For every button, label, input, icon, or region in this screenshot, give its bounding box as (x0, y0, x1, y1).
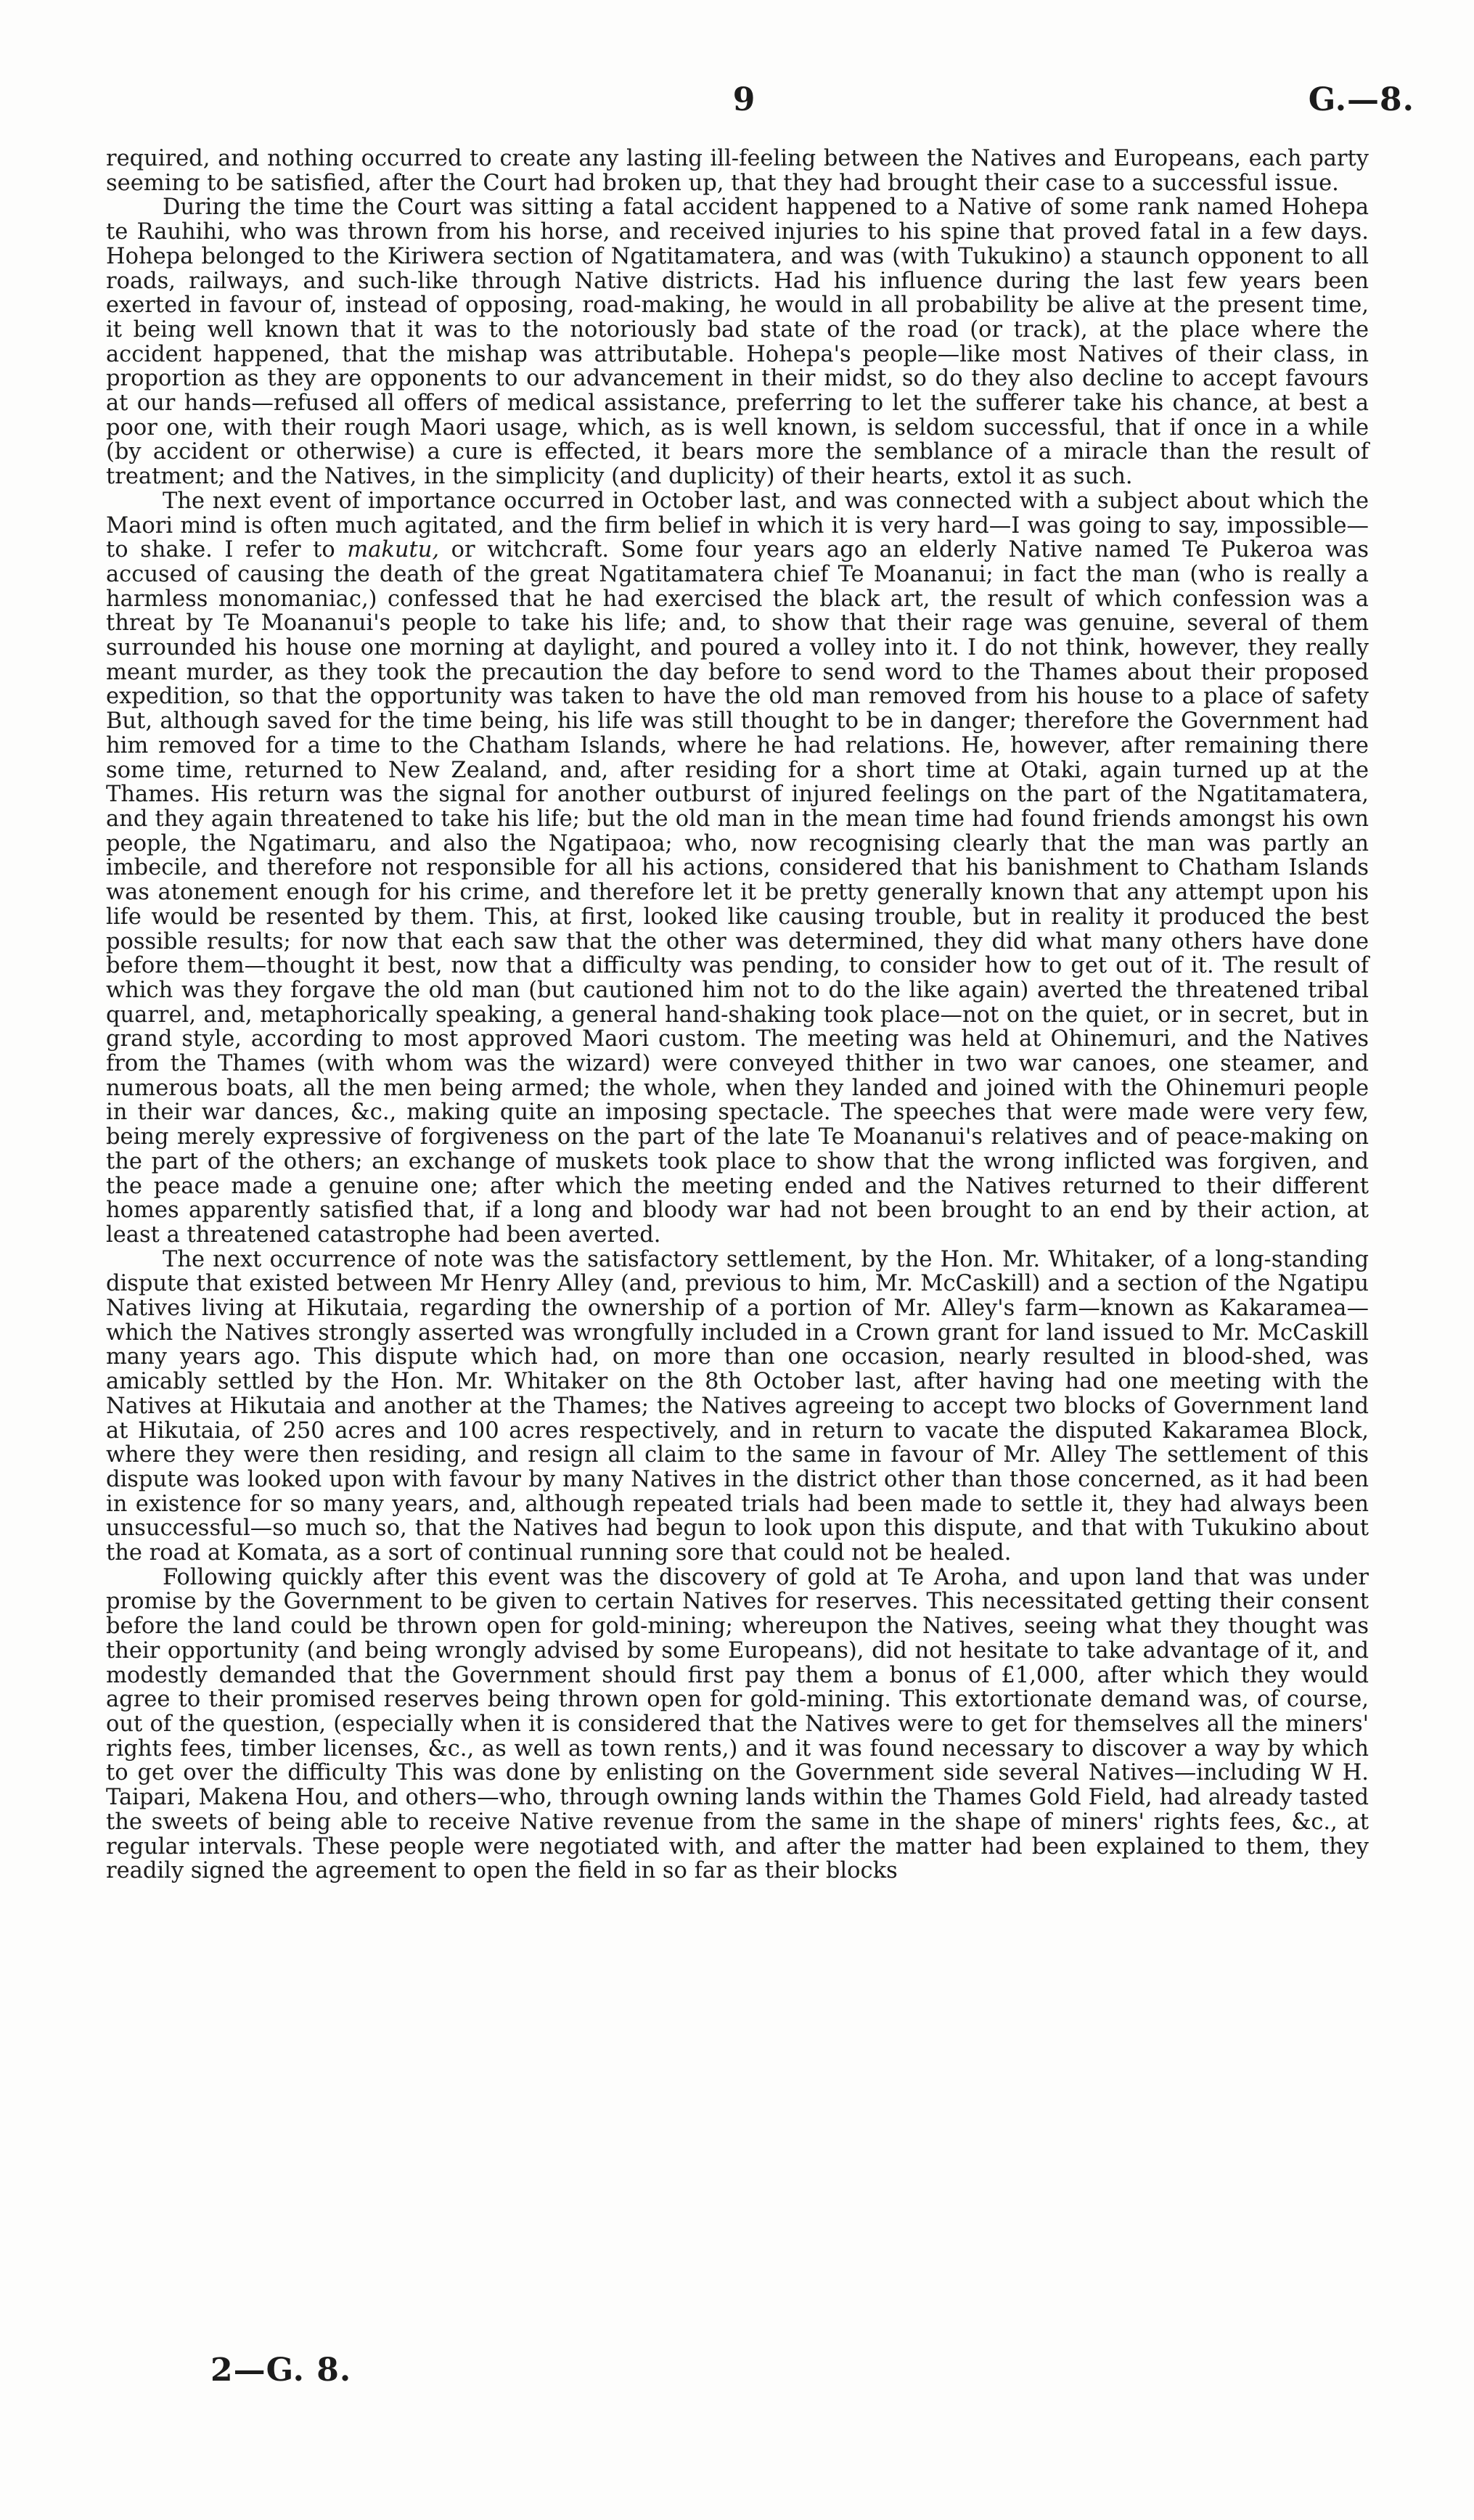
paragraph-makutu-intro: The next event of importance occurred in October last, and was connected with a subject about which the Maori mind is often much agitated, and the firm belief in which it is very hard—I was going to say, impossible—to shake. I refer to (106, 488, 1369, 563)
paragraph-te-aroha-gold: Following quickly after this event was the discovery of gold at Te Aroha, and upon land that was under promise by the Government to be given to certain Natives for reserves. This necessitated getting their consent before the land could be thrown open for gold-mining; whereupon the Natives, seeing what they thought was their opportunity (and being wrongly advised by some Europeans), did not hesitate to take advantage of it, and modestly demanded that the Government should first pay them a bonus of £1,000, after which they would agree to their promised reserves being thrown open for gold-mining. This extortionate demand was, of course, out of the question, (especially when it is considered that the Natives were to get for themselves all the miners' rights fees, timber licenses, &c., as well as town rents,) and it was found necessary to discover a way by which to get over the difficulty This was done by enlisting on the Government side several Natives—including W H. Taipari, Makena Hou, and others—who, through owning lands within the Thames Gold Field, had already tasted the sweets of being able to receive Native revenue from the same in the shape of miners' rights fees, &c., at regular intervals. These people were negotiated with, and after the matter had been explained to them, they readily signed the agreement to open the field in so far as their blocks (106, 1564, 1369, 1884)
paragraph-makutu-body: or witchcraft. Some four years ago an elderly Native named Te Pukeroa was accused of causing the death of the great Ngatitamatera chief Te Moananui; in fact the man (who is really a harmless monomaniac,) confessed that he had exercised the black art, the result of which confession was a threat by Te Moananui's people to take his life; and, to show that their rage was genuine, several of them surrounded his house one morning at daylight, and poured a volley into it. I do not think, however, they really meant murder, as they took the precaution the day before to send word to the Thames about their proposed expedition, so that the opportunity was taken to have the old man removed from his house to a place of safety But, although saved for the time being, his life was still thought to be in danger; therefore the Government had him removed for a time to the Chatham Islands, where he had relations. He, however, after remaining there some time, returned to New Zealand, and, after residing for a short time at Otaki, again turned up at the Thames. His return was the signal for another outburst of injured feelings on the part of the Ngatitamatera, and they again threatened to take his life; but the old man in the mean time had found friends amongst his own people, the Ngatimaru, and also the Ngatipaoa; who, now recognising clearly that the man was partly an imbecile, and therefore not responsible for all his actions, considered that his banishment to Chatham Islands was atonement enough for his crime, and therefore let it be pretty generally known that any attempt upon his life would be resented by them. This, at first, looked like causing trouble, but in reality it produced the best possible results; for now that each saw that the other was determined, they did what many others have done before them—thought it best, now that a difficulty was pending, to consider how to get out of it. The result of which was they forgave the old man (but cautioned him not to do the like again) averted the threatened tribal quarrel, and, metaphorically speaking, a general hand-shaking took place—not on the quiet, or in secret, but in grand style, according to most approved Maori custom. The meeting was held at Ohinemuri, and the Natives from the Thames (with whom was the wizard) were conveyed thither in two war canoes, one steamer, and numerous boats, all the men being armed; the whole, when they landed and joined with the Ohinemuri people in their war dances, &c., making quite an imposing spectacle. The speeches that were made were very few, being merely expressive of forgiveness on the part of the late Te Moananui's relatives and of peace-making on the part of the others; an exchange of muskets took place to show that the wrong inflicted was forgiven, and the peace made a genuine one; after which the meeting ended and the Natives returned to their different homes apparently satisfied that, if a long and bloody war had not been brought to an end by their action, at least a threatened catastrophe had been averted. (106, 537, 1369, 1248)
body-text (106, 147, 1369, 1883)
paragraph-hohepa-accident: During the time the Court was sitting a fatal accident happened to a Native of some rank named Hohepa te Rauhihi, who was thrown from his horse, and received injuries to his spine that proved fatal in a few days. Hohepa belonged to the Kiriwera section of Ngatitamatera, and was (with Tukukino) a staunch opponent to all roads, railways, and such-like through Native districts. Had his influence during the last few years been exerted in favour of, instead of opposing, road-making, he would in all probability be alive at the present time, it being well known that it was to the notoriously bad state of the road (or track), at the place where the accident happened, that the mishap was attributable. Hohepa's people—like most Natives of their class, in proportion as they are opponents to our advancement in their midst, so do they also decline to accept favours at our hands—refused all offers of medical assistance, preferring to let the sufferer take his chance, at best a poor one, with their rough Maori usage, which, as is well known, is seldom successful, that if once in a while (by accident or otherwise) a cure is effected, it bears more the semblance of a miracle than the result of treatment; and the Natives, in the simplicity (and duplicity) of their hearts, extol it as such. (106, 195, 1369, 490)
document-reference: G.—8. (1308, 81, 1414, 118)
page-number: 9 (732, 81, 756, 118)
paragraph-continuation: required, and nothing occurred to create any lasting ill-feeling between the Natives and Europeans, each party seeming to be satisfied, after the Court had broken up, that they had brought their case to a successful issue. (106, 146, 1369, 196)
paragraph-kakaramea-dispute: The next occurrence of note was the satisfactory settlement, by the Hon. Mr. Whitaker, of a long-standing dispute that existed between Mr Henry Alley (and, previous to him, Mr. McCaskill) and a section of the Ngatipu Natives living at Hikutaia, regarding the ownership of a portion of Mr. Alley's farm—known as Kakaramea—which the Natives strongly asserted was wrongfully included in a Crown grant for land issued to Mr. McCaskill many years ago. This dispute which had, on more than one occasion, nearly resulted in blood-shed, was amicably settled by the Hon. Mr. Whitaker on the 8th October last, after having had one meeting with the Natives at Hikutaia and another at the Thames; the Natives agreeing to accept two blocks of Government land at Hikutaia, of 250 acres and 100 acres respectively, and in return to vacate the disputed Kakaramea Block, where they were then residing, and resign all claim to the same in favour of Mr. Alley The settlement of this dispute was looked upon with favour by many Natives in the district other than those concerned, as it had been in existence for so many years, and, although repeated trials had been made to settle it, they had always been unsuccessful—so much so, that the Natives had begun to look upon this dispute, and that with Tukukino about the road at Komata, as a sort of continual running sore that could not be healed. (106, 1246, 1369, 1566)
footer-signature-ref: 2—G. 8. (210, 2352, 352, 2389)
paragraph-makutu (106, 489, 1369, 1248)
makutu-term: makutu, (347, 537, 440, 563)
